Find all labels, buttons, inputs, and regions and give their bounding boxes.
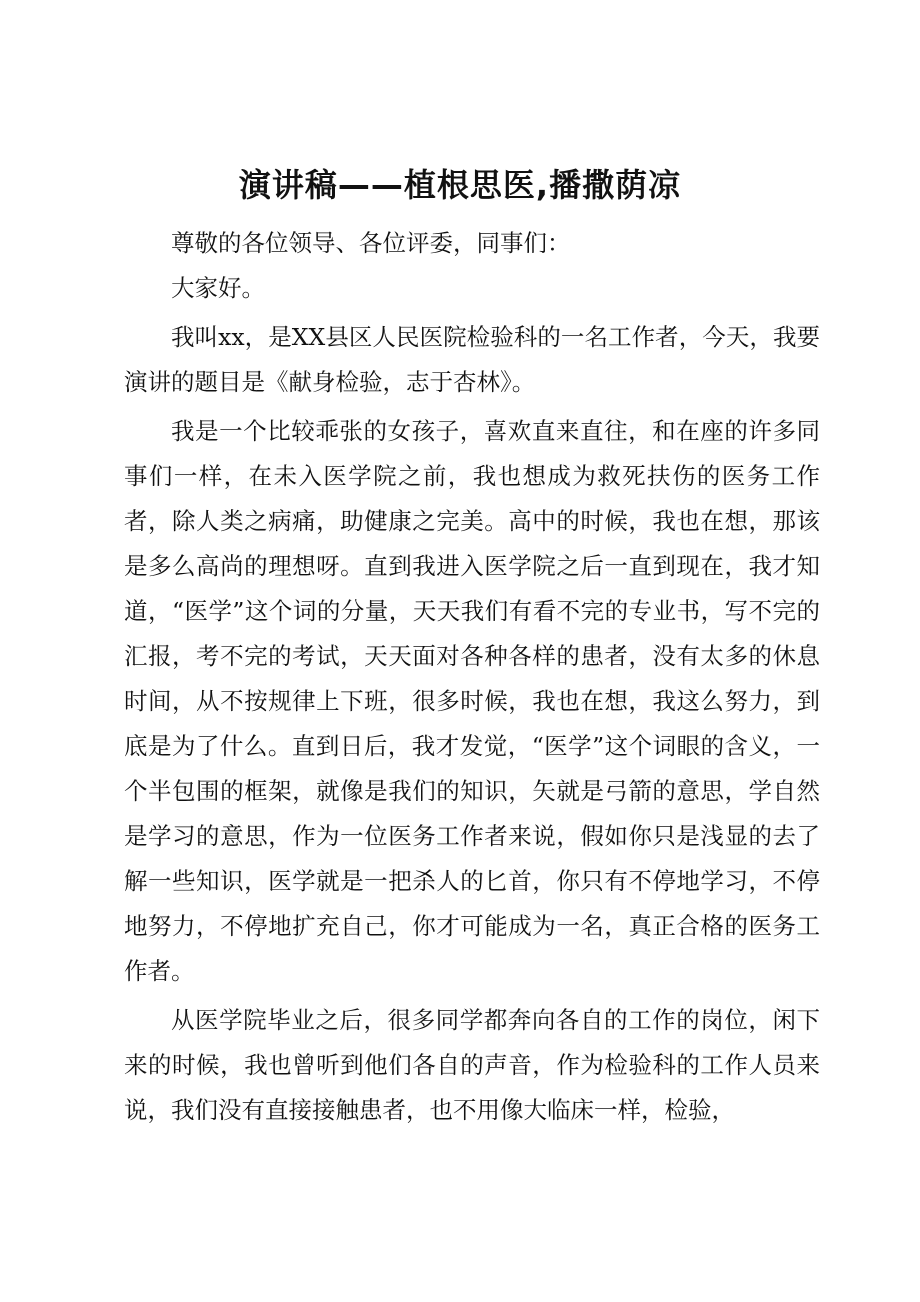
salutation-paragraph: 尊敬的各位领导、各位评委，同事们：: [171, 229, 571, 257]
body-paragraph-medicine: 我是一个比较乖张的女孩子，喜欢直来直往，和在座的许多同事们一样，在未入医学院之前，我也想成为救死扶伤的医务工作者，除人类之病痛，助健康之完美。高中的时候，我也在想，那该是多么高尚的理想呀。直到我进入医学院之后一直到现在，我才知道，“医学”这个词的分量，天天我们有看不完的专业书，写不完的汇报，考不完的考试，天天面对各种各样的患者，没有太多的休息时间，从不按规律上下班，很多时候，我也在想，我这么努力，到底是为了什么。直到日后，我才发觉，“医学”这个词眼的含义，一个半包围的框架，就像是我们的知识，矢就是弓箭的意思，学自然是学习的意思，作为一位医务工作者来说，假如你只是浅显的去了解一些知识，医学就是一把杀人的匕首，你只有不停地学习，不停地努力，不停地扩充自己，你才可能成为一名，真正合格的医务工作者。: [124, 417, 820, 985]
body-paragraph-graduation: 从医学院毕业之后，很多同学都奔向各自的工作的岗位，闲下来的时候，我也曾听到他们各自的声音，作为检验科的工作人员来说，我们没有直接接触患者，也不用像大临床一样，检验，: [124, 1006, 820, 1124]
document-body: [124, 221, 820, 1133]
document-title: 演讲稿——植根思医,播撒荫凉: [238, 166, 682, 204]
greeting-paragraph: 大家好。: [171, 274, 265, 302]
introduction-paragraph: 我叫xx，是XX县区人民医院检验科的一名工作者，今天，我要演讲的题目是《献身检验，志于杏林》。: [124, 323, 820, 396]
